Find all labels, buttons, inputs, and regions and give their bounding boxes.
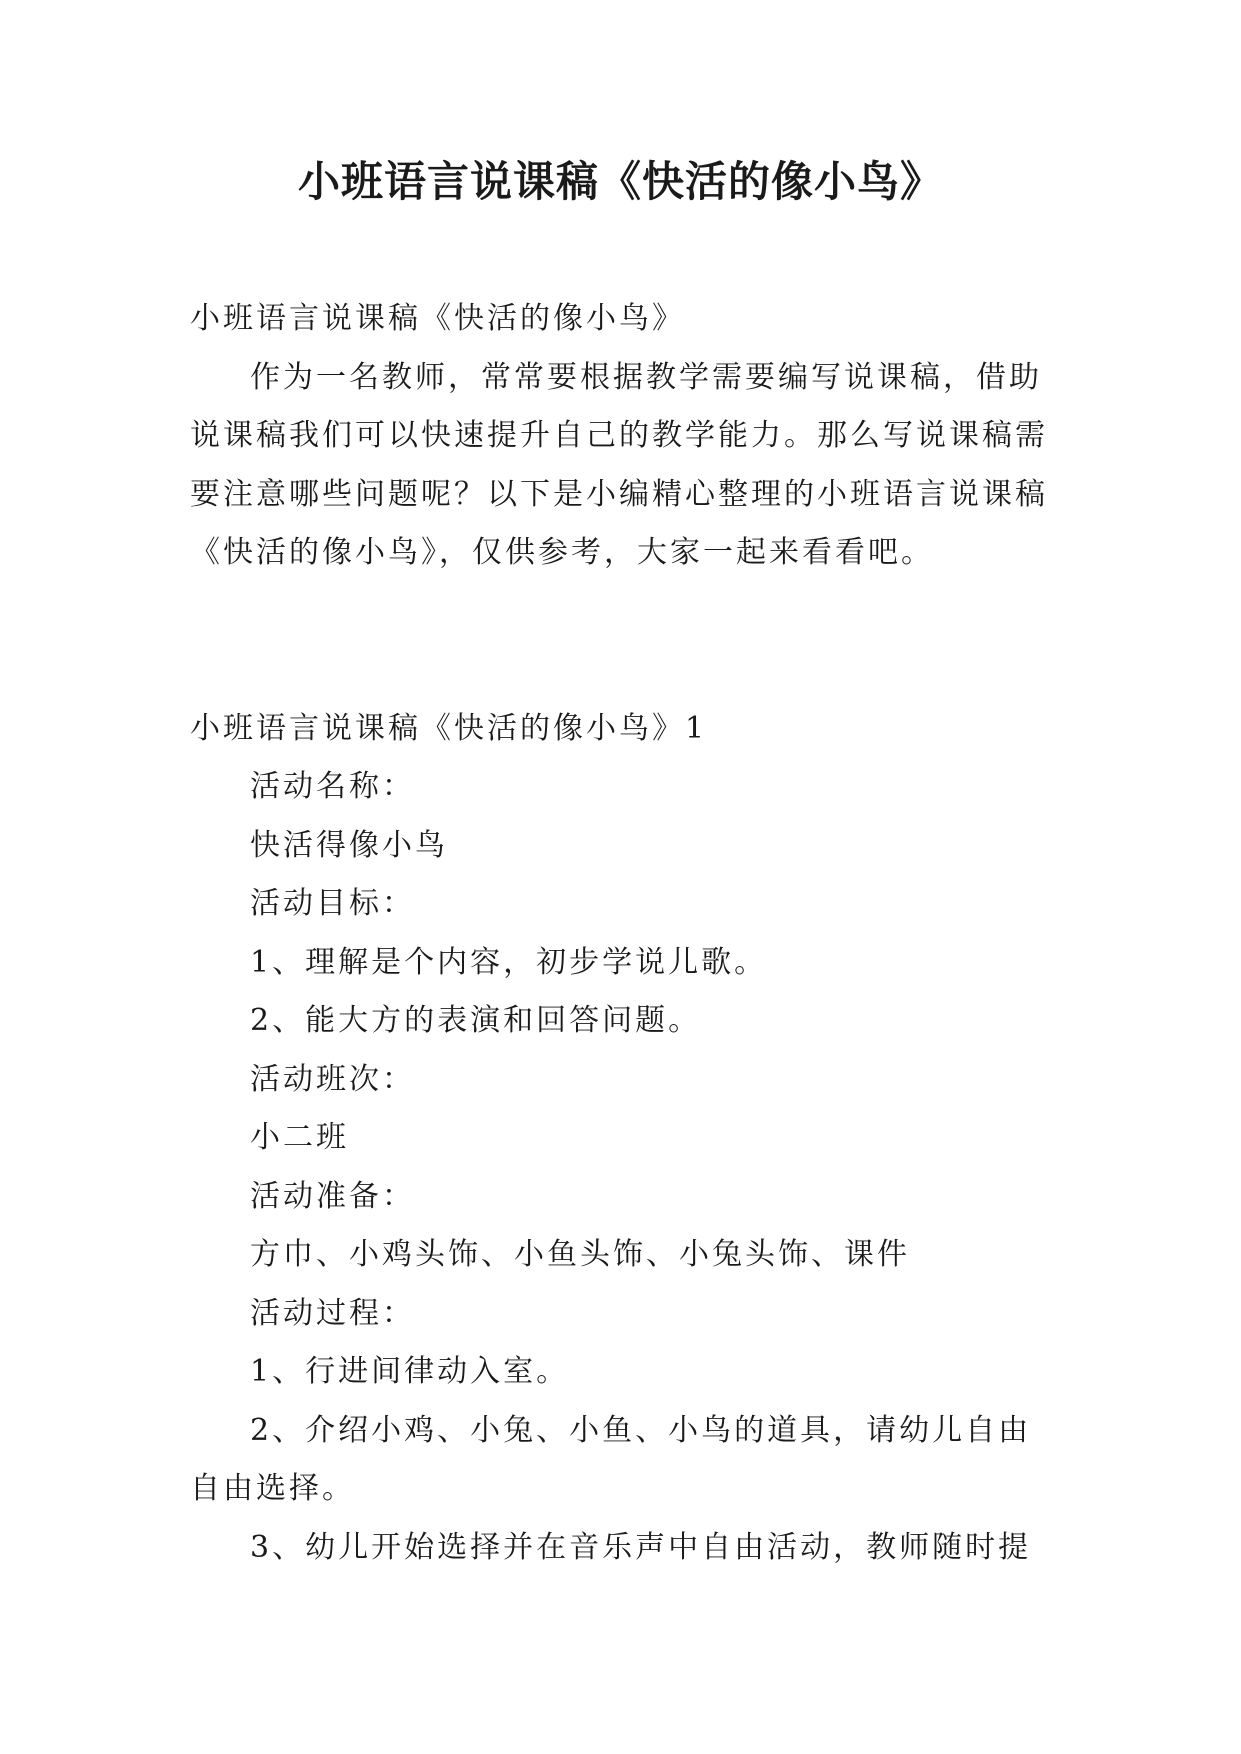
paragraph-goal-2: 2、能大方的表演和回答问题。 <box>250 1003 702 1038</box>
paragraph-step-1: 1、行进间律动入室。 <box>250 1354 570 1389</box>
paragraph-prep: 方巾、小鸡头饰、小鱼头饰、小兔头饰、课件 <box>250 1237 910 1272</box>
paragraph-class: 小二班 <box>250 1120 349 1155</box>
section-heading: 小班语言说课稿《快活的像小鸟》1 <box>190 710 708 746</box>
paragraph-goals-label: 活动目标： <box>250 886 415 921</box>
document-body <box>190 290 1050 1577</box>
paragraph-step-2: 2、介绍小鸡、小兔、小鱼、小鸟的道具，请幼儿自由自由选择。 <box>190 1412 1032 1506</box>
paragraph-prep-label: 活动准备： <box>250 1178 415 1214</box>
document-title: 小班语言说课稿《快活的像小鸟》 <box>297 157 943 206</box>
paragraph-class-label: 活动班次： <box>250 1061 415 1097</box>
paragraph-step-3: 3、幼儿开始选择并在音乐声中自由活动，教师随时提 <box>250 1529 1032 1565</box>
paragraph-activity-name-label: 活动名称： <box>250 769 415 804</box>
intro-paragraph: 作为一名教师，常常要根据教学需要编写说课稿，借助说课稿我们可以快速提升自己的教学能力。那么写说课稿需要注意哪些问题呢？以下是小编精心整理的小班语言说课稿《快活的像小鸟》，仅供参考，大家一起来看看吧。 <box>190 359 1048 570</box>
paragraph-process-label: 活动过程： <box>250 1295 415 1331</box>
paragraph-goal-1: 1、理解是个内容，初步学说儿歌。 <box>250 944 768 980</box>
section-spacer <box>190 583 1050 700</box>
document-subtitle: 小班语言说课稿《快活的像小鸟》 <box>190 301 685 336</box>
paragraph-activity-name: 快活得像小鸟 <box>250 827 448 863</box>
